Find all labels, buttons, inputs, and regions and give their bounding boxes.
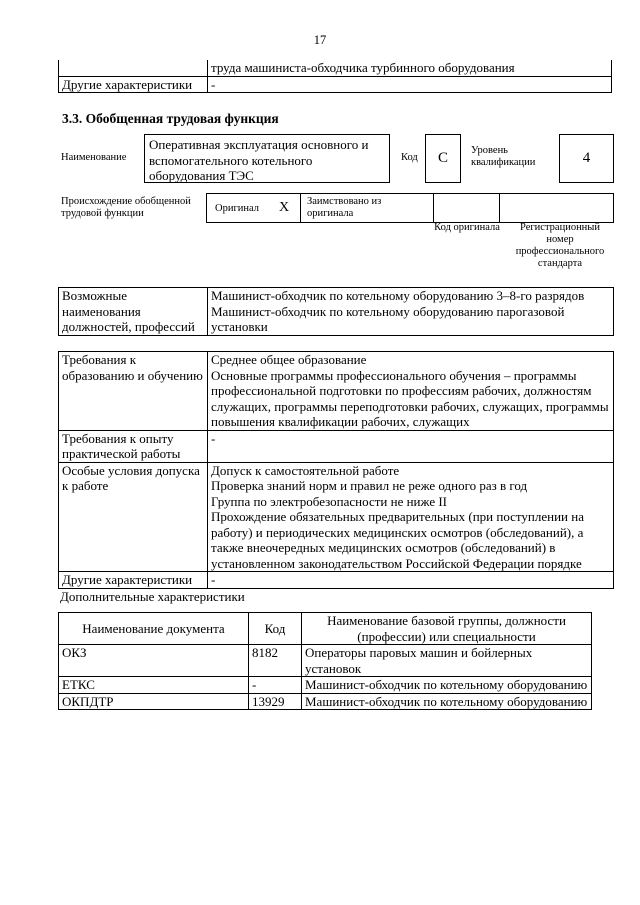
top-table-empty-cell (59, 60, 208, 76)
origin-divider-3 (499, 194, 500, 222)
additional-cell: - (249, 677, 302, 694)
level-value: 4 (582, 150, 591, 166)
function-name-value: Оперативная эксплуатация основного и вспомогательного котельного оборудования ТЭС (149, 137, 369, 183)
additional-cell: ЕТКС (59, 677, 249, 694)
req-value-other: - (208, 572, 614, 589)
positions-values (208, 288, 614, 336)
table-row (59, 693, 592, 710)
code-value: С (437, 150, 448, 166)
req-label-education: Требования к образованию и обучению (59, 352, 208, 431)
top-table (58, 60, 612, 93)
req-values-education (208, 352, 614, 431)
table-row (59, 677, 592, 694)
top-table-row2-label: Другие характеристики (59, 76, 208, 93)
additional-cell: Машинист-обходчик по котельному оборудованию (302, 677, 592, 694)
origin-label: Происхождение обобщенной трудовой функции (61, 196, 191, 219)
additional-header: Наименование документа (59, 613, 249, 645)
origin-divider-2 (433, 194, 434, 222)
code-label: Код (401, 152, 418, 163)
req-item: Основные программы профессионального обучения – программы профессиональной подготовки по профессиям рабочих, должностям служащих, программы переподготовки рабочих, служащих, программы повышения квалификации рабочих, служащих (211, 367, 609, 429)
borrowed-label: Заимствовано из оригинала (307, 196, 382, 219)
code-value-box (425, 134, 461, 183)
additional-header: Наименование базовой группы, должности (профессии) или специальности (302, 613, 592, 645)
req-item: Проверка знаний норм и правил не реже одного раз в год (211, 478, 528, 493)
section-title: 3.3. Обобщенная трудовая функция (62, 111, 279, 126)
additional-cell: Операторы паровых машин и бойлерных установок (302, 645, 592, 677)
origin-table (206, 193, 614, 223)
requirements-table (58, 351, 614, 589)
position-item: Машинист-обходчик по котельному оборудованию 3–8-го разрядов (211, 288, 585, 303)
reg-caption: Регистрационный номер профессионального стандарта (515, 222, 605, 269)
positions-table (58, 287, 614, 336)
req-item: Допуск к самостоятельной работе (211, 462, 400, 478)
original-label: Оригинал (215, 203, 259, 214)
name-label: Наименование (61, 152, 127, 163)
req-item: Среднее общее образование (211, 352, 367, 367)
position-item: Машинист-обходчик по котельному оборудованию парогазовой установки (211, 303, 565, 334)
req-label-experience: Требования к опыту практической работы (59, 430, 208, 462)
positions-label: Возможные наименования должностей, профессий (59, 288, 208, 336)
additional-cell: 8182 (249, 645, 302, 677)
additional-table (58, 612, 592, 710)
req-item: Прохождение обязательных предварительных (при поступлении на работу) и периодических медицинских осмотров (обследований), а также внеочередных медицинских осмотров (обследований) в установленном законодательством Российской Федерации порядке (211, 509, 584, 571)
top-table-row1-value: труда машиниста-обходчика турбинного оборудования (208, 60, 612, 76)
level-value-box (559, 134, 614, 183)
req-label-other: Другие характеристики (59, 572, 208, 589)
req-value-experience: - (208, 430, 614, 462)
req-values-admission (208, 462, 614, 572)
function-name-box (144, 134, 390, 183)
code-caption: Код оригинала (434, 222, 500, 233)
origin-divider-1 (300, 194, 301, 222)
additional-cell: ОКПДТР (59, 693, 249, 710)
additional-cell: 13929 (249, 693, 302, 710)
req-label-admission: Особые условия допуска к работе (59, 462, 208, 572)
original-mark: X (279, 200, 290, 215)
additional-cell: Машинист-обходчик по котельному оборудованию (302, 693, 592, 710)
additional-cell: ОКЗ (59, 645, 249, 677)
req-item: Группа по электробезопасности не ниже II (211, 493, 447, 509)
table-row (59, 645, 592, 677)
level-label: Уровень квалификации (471, 145, 536, 168)
top-table-row2-value: - (208, 76, 612, 93)
page-number: 17 (313, 33, 327, 47)
additional-header: Код (249, 613, 302, 645)
additional-title: Дополнительные характеристики (60, 589, 245, 604)
